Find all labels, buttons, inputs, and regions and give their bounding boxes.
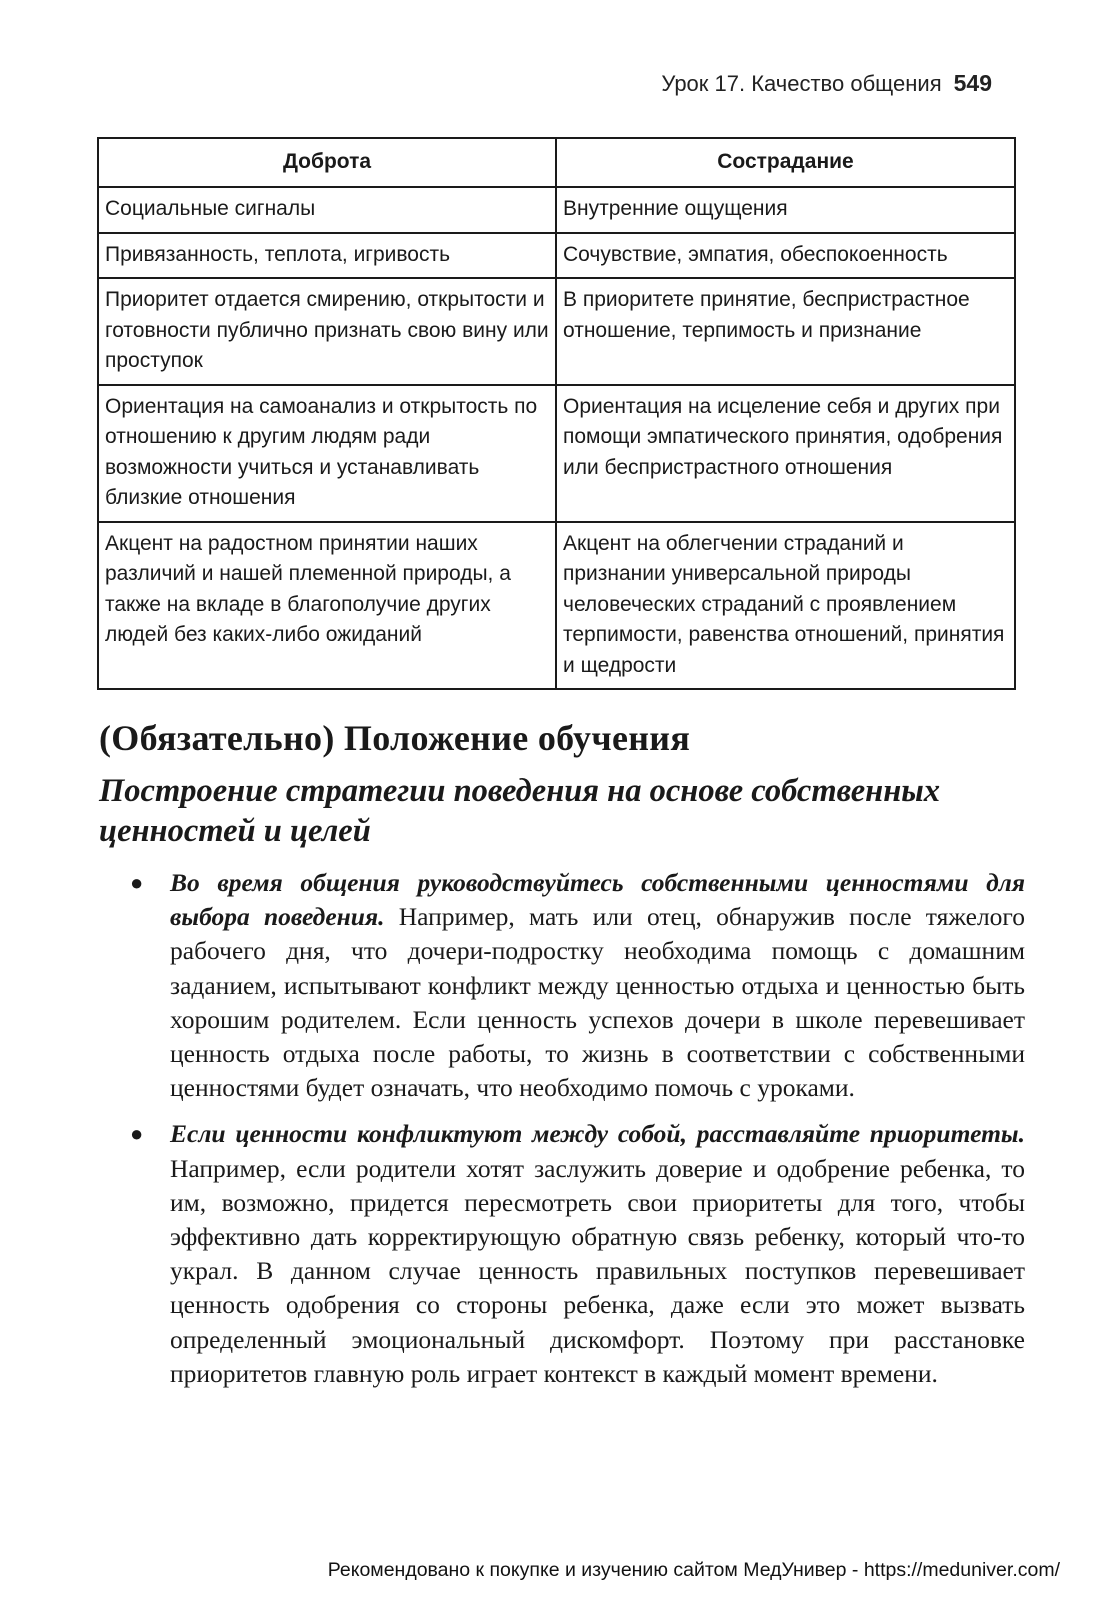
table-cell: Ориентация на исцеление себя и других при помощи эмпатического принятия, одобрения или беспристрастного отношения [556, 385, 1015, 522]
running-head [661, 70, 992, 97]
table-header-row [98, 138, 1015, 187]
bullet-list [130, 866, 1025, 1403]
section-subtitle: Построение стратегии поведения на основе собственных ценностей и целей [99, 773, 941, 849]
list-item [130, 1117, 1025, 1391]
bullet-lead: Во время общения руководствуйтесь собственными ценностями для выбора поведения. [170, 868, 1025, 932]
table-cell: Приоритет отдается смирению, открытости и готовности публично признать свою вину или проступок [98, 278, 556, 385]
table-cell: Сочувствие, эмпатия, обеспокоенность [556, 233, 1015, 279]
table-cell: Ориентация на самоанализ и открытость по отношению к другим людям ради возможности учиться и устанавливать близкие отношения [98, 385, 556, 522]
list-item [130, 866, 1025, 1105]
bullet-lead: Если ценности конфликтуют между собой, расставляйте приоритеты. [170, 1119, 1025, 1149]
table-cell: Привязанность, теплота, игривость [98, 233, 556, 279]
running-title: Урок 17. Качество общения [661, 71, 942, 96]
table-cell: В приоритете принятие, беспристрастное отношение, терпимость и признание [556, 278, 1015, 385]
column-header-compassion: Сострадание [556, 138, 1015, 187]
footer-recommendation: Рекомендовано к покупке и изучению сайтом МедУнивер - https://meduniver.com/ [327, 1559, 1060, 1581]
comparison-table [97, 137, 1016, 690]
table-row [98, 522, 1015, 690]
bullet-icon: ● [130, 1121, 144, 1147]
bullet-text: Например, мать или отец, обнаружив после тяжелого рабочего дня, что дочери-подростку необходима помощь с домашним заданием, испытывают конфликт между ценностью отдыха и ценностью быть хорошим родителем. Если ценность успехов дочери в школе перевешивает ценность отдыха после работы, то жизнь в соответствии с собственными ценностями будет означать, что необходимо помочь с уроками. [170, 902, 1025, 1103]
table-cell: Социальные сигналы [98, 187, 556, 233]
section-title: (Обязательно) Положение обучения [99, 718, 691, 758]
column-header-kindness: Доброта [98, 138, 556, 187]
bullet-text: Например, если родители хотят заслужить доверие и одобрение ребенка, то им, возможно, придется пересмотреть свои приоритеты для того, чтобы эффективно дать корректирующую обратную связь ребенку, который что-то украл. В данном случае ценность правильных поступков перевешивает ценность одобрения со стороны ребенка, даже если это может вызвать определенный эмоциональный дискомфорт. Поэтому при расстановке приоритетов главную роль играет контекст в каждый момент времени. [170, 1153, 1025, 1388]
bullet-icon: ● [130, 870, 144, 895]
table-cell: Акцент на радостном принятии наших различий и нашей племенной природы, а также на вкладе в благополучие других людей без каких-либо ожиданий [98, 522, 556, 690]
table-row [98, 385, 1015, 522]
page-number: 549 [953, 70, 992, 96]
table-row [98, 278, 1015, 385]
table-row [98, 187, 1015, 233]
table-cell: Акцент на облегчении страданий и признании универсальной природы человеческих страданий с проявлением терпимости, равенства отношений, принятия и щедрости [556, 522, 1015, 690]
table-cell: Внутренние ощущения [556, 187, 1015, 233]
table-row [98, 233, 1015, 279]
